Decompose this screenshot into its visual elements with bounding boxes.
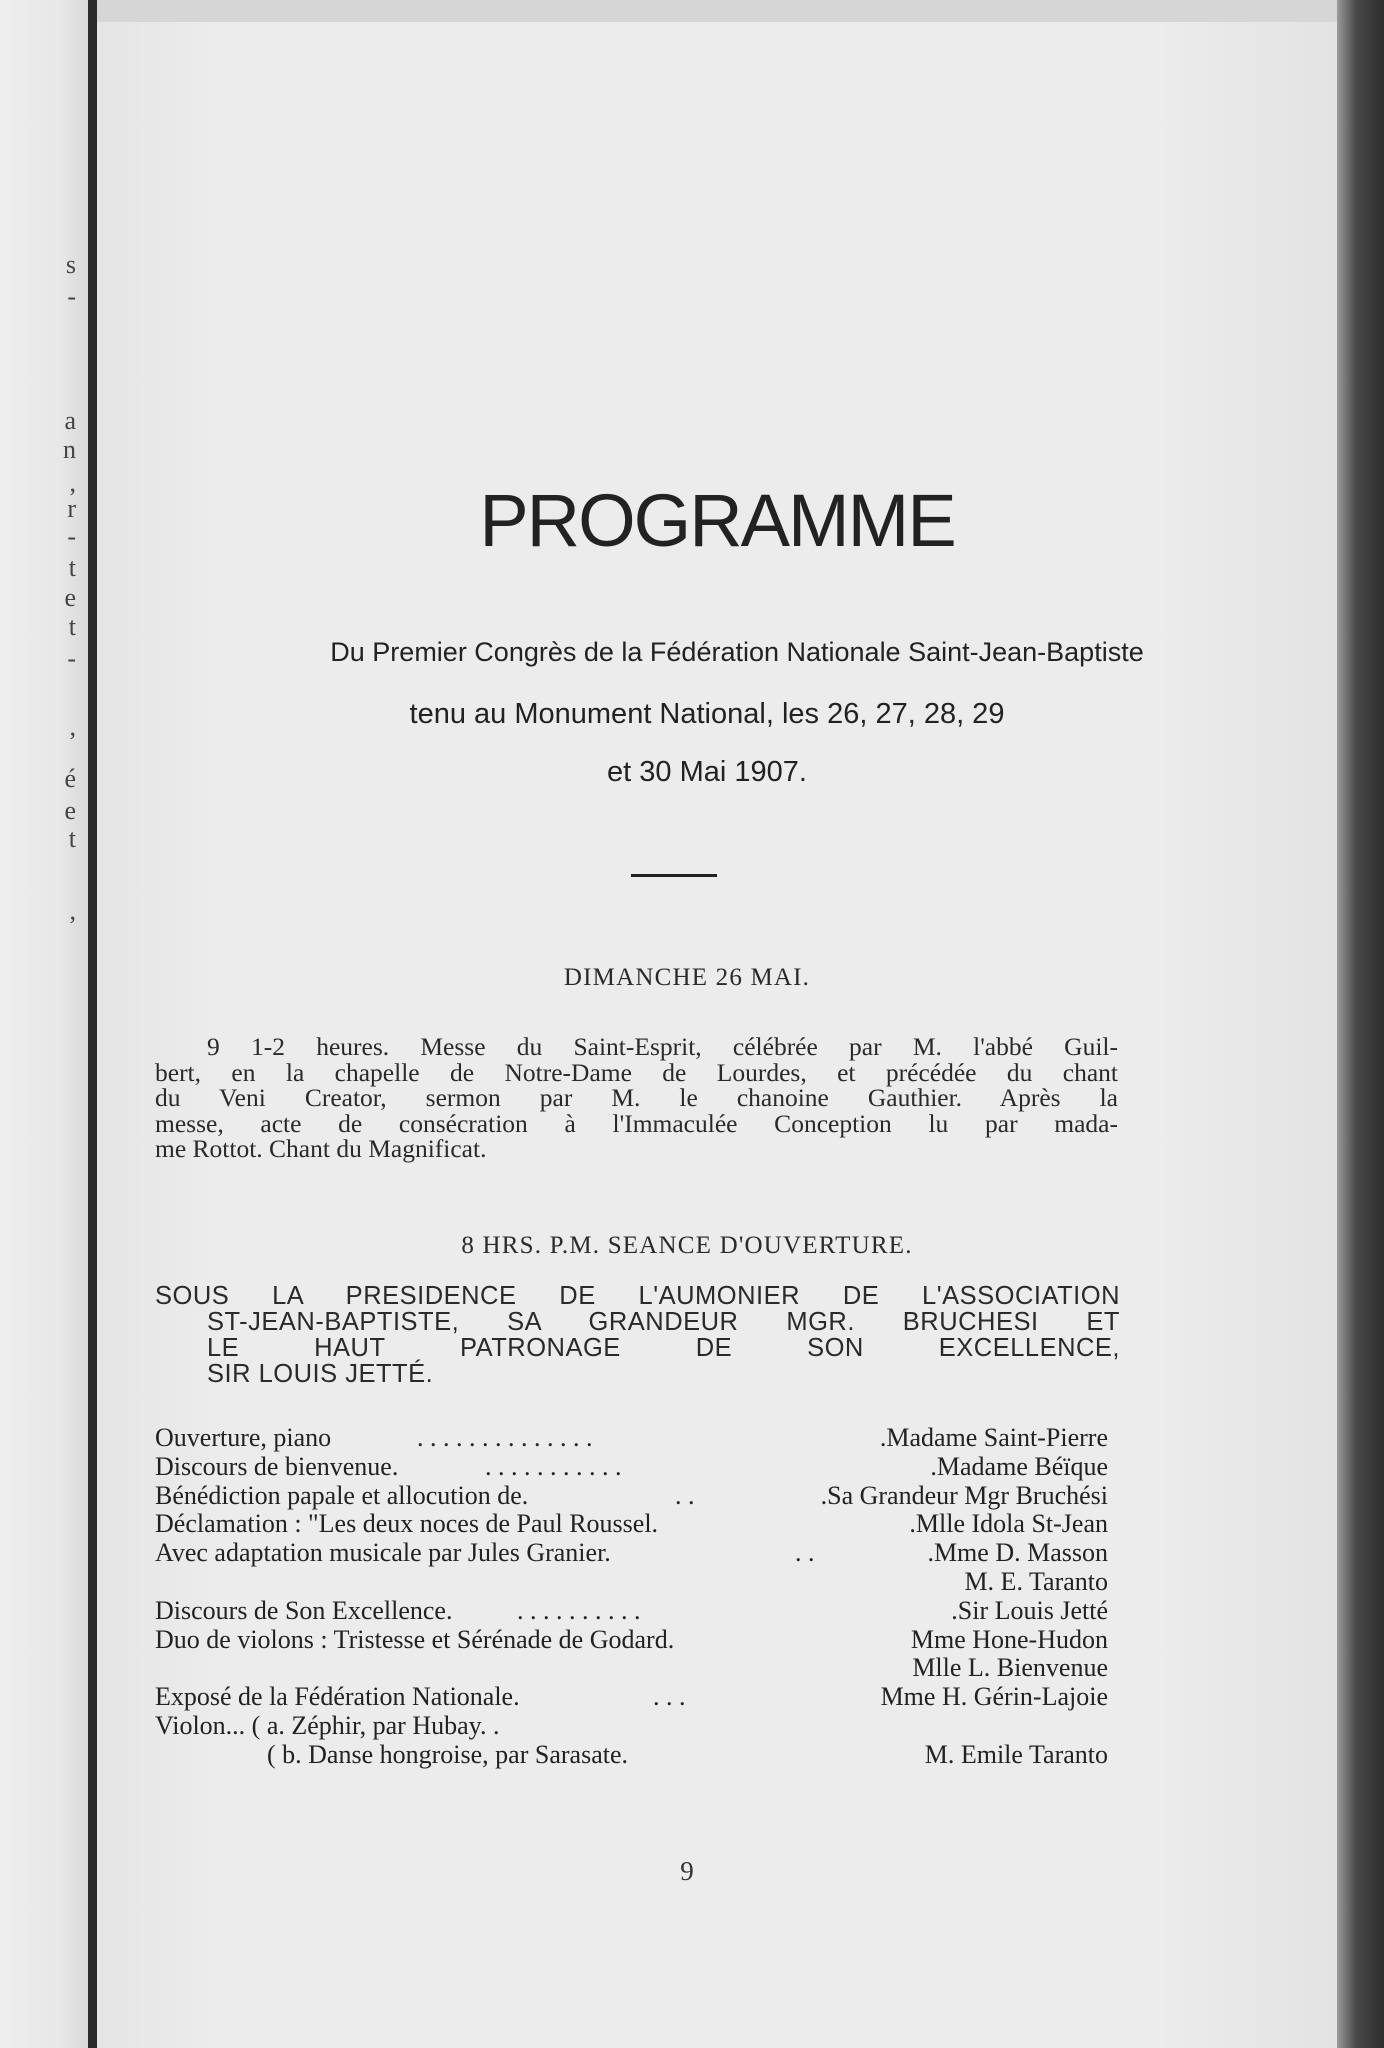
page-right-edge xyxy=(1337,0,1384,2048)
prev-page-fragment: é xyxy=(64,764,76,793)
subtitle-line-1: Du Premier Congrès de la Fédération Nationale Saint-Jean-Baptiste xyxy=(330,637,1144,667)
programme-item-dots: . . . xyxy=(653,1682,686,1712)
presidence-line: LE HAUT PATRONAGE DE SON EXCELLENCE, xyxy=(207,1334,1120,1362)
paragraph-line: messe, acte de consécration à l'Immaculée Conception lu par mada- xyxy=(155,1108,1118,1138)
programme-item xyxy=(155,1741,1108,1770)
programme-item-performer: .Mme D. Masson xyxy=(927,1538,1108,1568)
programme-item xyxy=(155,1539,1108,1568)
paragraph-line: 9 1-2 heures. Messe du Saint-Esprit, célébrée par M. l'abbé Guil- xyxy=(207,1032,1118,1061)
page-title: PROGRAMME xyxy=(479,479,955,562)
paragraph-line: bert, en la chapelle de Notre-Dame de Lourdes, et précédée du chant xyxy=(155,1057,1118,1087)
programme-item-title: ( b. Danse hongroise, par Sarasate. xyxy=(267,1739,628,1769)
prev-page-fragment: e xyxy=(64,796,76,825)
programme-item-title: Déclamation : "Les deux noces de Paul Roussel. xyxy=(155,1509,659,1539)
paragraph-line: du Veni Creator, sermon par M. le chanoine Gauthier. Après la xyxy=(155,1083,1118,1112)
programme-item-title: Exposé de la Fédération Nationale. xyxy=(155,1682,520,1712)
prev-page-fragment: - xyxy=(67,644,76,673)
programme-item xyxy=(155,1453,1108,1482)
subtitle-line-2: tenu au Monument National, les 26, 27, 28, 29 xyxy=(409,698,1005,730)
programme-item xyxy=(155,1712,1108,1741)
programme-item xyxy=(155,1510,1108,1539)
programme-item-dots: . . . . . . . . . . . xyxy=(485,1451,622,1481)
prev-page-fragment: , xyxy=(69,712,76,741)
programme-item-performer: .Madame Béïque xyxy=(930,1451,1108,1481)
prev-page-fragment: , xyxy=(69,468,76,497)
programme-item xyxy=(155,1626,1108,1655)
programme-item-performer: M. Emile Taranto xyxy=(924,1739,1108,1769)
programme-item xyxy=(155,1654,1108,1683)
prev-page-fragment: r xyxy=(67,494,76,523)
paragraph-line: me Rottot. Chant du Magnificat. xyxy=(155,1134,487,1163)
seance-heading: 8 HRS. P.M. SEANCE D'OUVERTURE. xyxy=(461,1232,913,1259)
prev-page-fragment: - xyxy=(67,522,76,551)
prev-page-fragment: t xyxy=(68,824,76,853)
day-heading: DIMANCHE 26 MAI. xyxy=(563,964,811,991)
prev-page-fragment: - xyxy=(67,282,76,311)
subtitle-line-3: et 30 Mai 1907. xyxy=(607,756,807,788)
presidence-block xyxy=(155,1284,1120,1388)
programme-item-title: Duo de violons : Tristesse et Sérénade de Godard. xyxy=(155,1624,675,1654)
programme-item-dots: . . xyxy=(675,1480,695,1510)
presidence-line: ST-JEAN-BAPTISTE, SA GRANDEUR MGR. BRUCHESI ET xyxy=(207,1308,1120,1336)
previous-page-edge xyxy=(0,0,88,2048)
programme-item xyxy=(155,1482,1108,1511)
prev-page-fragment: t xyxy=(68,553,76,582)
programme-item-performer: .Sir Louis Jetté xyxy=(951,1595,1108,1625)
divider-rule xyxy=(631,874,717,877)
programme-item-performer: Mme H. Gérin-Lajoie xyxy=(880,1682,1108,1712)
programme-item-title: Bénédiction papale et allocution de. xyxy=(155,1480,529,1510)
programme-item-dots: . . xyxy=(795,1538,815,1568)
programme-item-performer: Mme Hone-Hudon xyxy=(910,1624,1108,1654)
page-number: 9 xyxy=(680,1856,694,1886)
programme-item xyxy=(155,1683,1108,1712)
programme-item-title: Violon... ( a. Zéphir, par Hubay. . xyxy=(155,1710,500,1740)
presidence-line: SOUS LA PRESIDENCE DE L'AUMONIER DE L'ASSOCIATION xyxy=(155,1282,1120,1310)
page-top-edge xyxy=(97,0,1337,22)
programme-item-performer: .Mlle Idola St-Jean xyxy=(909,1509,1108,1539)
prev-page-fragment: s xyxy=(65,250,76,279)
prev-page-fragment: , xyxy=(69,896,76,925)
prev-page-fragment: a xyxy=(64,406,76,435)
programme-item-title: Avec adaptation musicale par Jules Granier. xyxy=(155,1538,611,1568)
programme-item-dots: . . . . . . . . . . xyxy=(517,1595,641,1625)
programme-item-title: Discours de Son Excellence. xyxy=(155,1595,453,1625)
mass-paragraph xyxy=(155,1034,1118,1162)
presidence-line: SIR LOUIS JETTÉ. xyxy=(207,1360,434,1388)
programme-item-performer: .Sa Grandeur Mgr Bruchési xyxy=(820,1480,1108,1510)
programme-item-title: Ouverture, piano xyxy=(155,1423,332,1452)
prev-page-fragment: e xyxy=(64,583,76,612)
prev-page-fragment: t xyxy=(68,612,76,641)
programme-item xyxy=(155,1568,1108,1597)
programme-item-performer: M. E. Taranto xyxy=(964,1566,1108,1596)
programme-item-performer: Mlle L. Bienvenue xyxy=(912,1653,1108,1683)
prev-page-fragment: n xyxy=(63,435,76,464)
book-spine xyxy=(88,0,97,2048)
programme-item xyxy=(155,1597,1108,1626)
programme-item-dots: . . . . . . . . . . . . . . xyxy=(417,1423,593,1452)
document-page xyxy=(97,22,1337,2048)
programme-item xyxy=(155,1424,1108,1453)
programme-list xyxy=(155,1424,1108,1770)
programme-item-performer: .Madame Saint-Pierre xyxy=(879,1423,1108,1452)
programme-item-title: Discours de bienvenue. xyxy=(155,1451,399,1481)
